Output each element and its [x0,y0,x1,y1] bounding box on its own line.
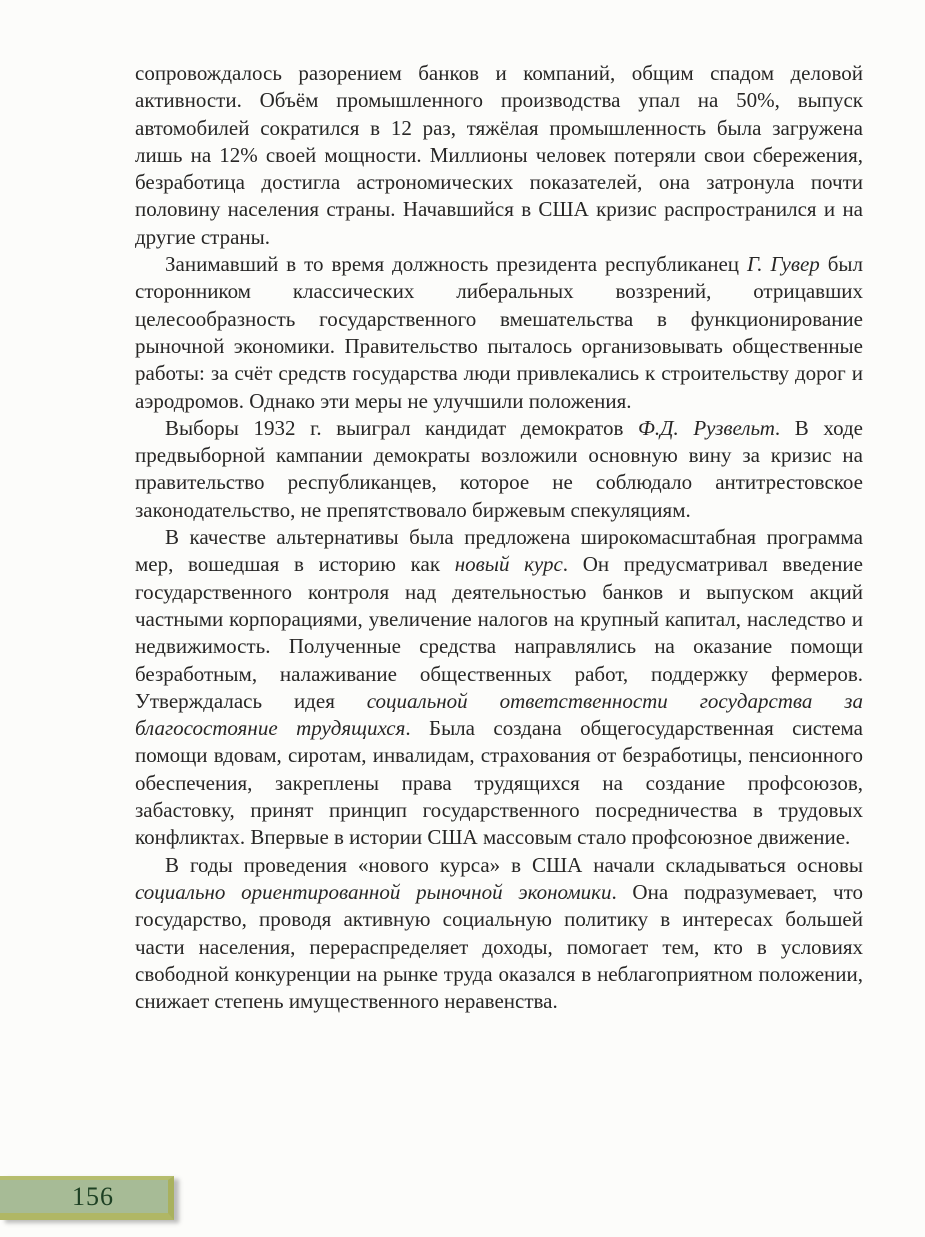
italic-text-run: новый курс [454,552,563,577]
text-run: . Она подразумевает, что государство, проводя активную социальную политику в интересах большей части населения, перераспределяет доходы, помогает тем, кто в условиях свободной конкуренции на рынке труда оказался в неблагоприятном положении, снижает степень имущественного неравенства. [135,879,863,1014]
italic-text-run: социально ориентированной рыночной экономики [135,879,612,904]
text-run: . В ходе предвыборной кампании демократы возложили основную вину за кризис на правительство республиканцев, которое не соблюдало антитрестовское законодательство, не препятствовало биржевым спекуляциям. [135,415,863,522]
text-run: . Он предусматривал введение государственного контроля над деятельностью банков и выпуском акций частными корпорациями, увеличение налогов на крупный капитал, наследство и недвижимость. Полученные средства направлялись на оказание помощи безработным, налаживание общественных работ, поддержку фермеров. Утверждалась идея [135,552,863,713]
italic-text-run: Г. Гувер [746,252,820,277]
paragraph [135,524,863,852]
text-run: . Была создана общегосударственная система помощи вдовам, сиротам, инвалидам, страхования от безработицы, пенсионного обеспечения, закреплены права трудящихся на создание профсоюзов, забастовку, принят принцип государственного посредничества в трудовых конфликтах. Впервые в истории США массовым стало профсоюзное движение. [135,716,863,850]
paragraph [135,251,863,415]
text-run: В годы проведения «нового курса» в США начали складываться основы [165,852,863,877]
text-run: Занимавший в то время должность президента республиканец [165,252,747,277]
italic-text-run: Ф.Д. Рузвельт [637,415,775,440]
paragraph [135,60,863,251]
paragraph [135,852,863,1016]
paragraph [135,415,863,524]
page-number-tab [0,1176,174,1220]
italic-text-run: социальной ответственности государства за благосостояние трудящихся [135,688,863,741]
page-text [135,60,863,1015]
text-run: был сторонником классических либеральных воззрений, отрицавших целесообразность государственного вмешательства в функционирование рыночной экономики. Правительство пыталось организовывать общественные работы: за счёт средств государства люди привлекались к строительству дорог и аэродромов. Однако эти меры не улучшили положения. [135,252,863,413]
text-run: Выборы 1932 г. выиграл кандидат демократов [165,415,638,440]
text-run: В качестве альтернативы была предложена широкомасштабная программа мер, вошедшая в историю как [135,525,863,577]
page-number: 156 [72,1181,114,1211]
text-run: сопровождалось разорением банков и компаний, общим спадом деловой активности. Объём промышленного производства упал на 50%, выпуск автомобилей сократился в 12 раз, тяжёлая промышленность была загружена лишь на 12% своей мощности. Миллионы человек потеряли свои сбережения, безработица достигла астрономических показателей, она затронула почти половину населения страны. Начавшийся в США кризис распространился и на другие страны. [135,61,863,249]
